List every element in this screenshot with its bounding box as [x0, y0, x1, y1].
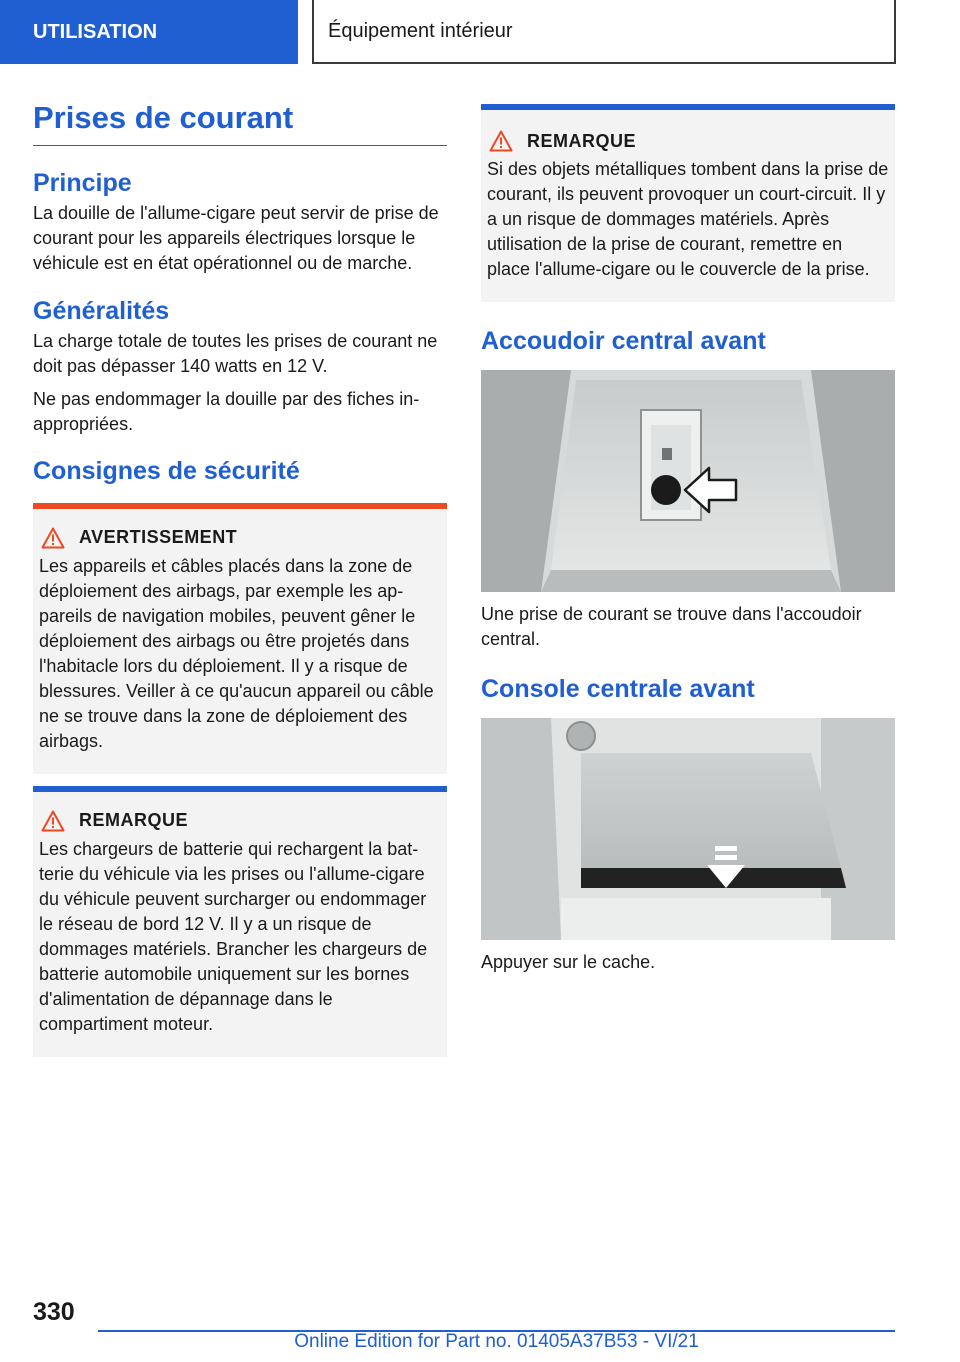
- note-text-right: Si des objets métalliques tombent dans la prise de courant, ils peuvent provoquer un court-circuit. Il y a un risque de dommages matériels. Après utilisation de la prise de courant, remettre en place l'allume-cigare ou le couvercle de la prise.: [487, 159, 889, 279]
- generalites-text-2: Ne pas endommager la douille par des fiches inappropriées.: [33, 388, 420, 434]
- console-caption: Appuyer sur le cache.: [481, 952, 656, 972]
- console-heading: Console centrale avant: [481, 675, 755, 703]
- note-triangle-icon: [41, 810, 65, 832]
- generalites-heading: Généralités: [33, 296, 170, 325]
- note-triangle-icon: [489, 130, 513, 152]
- accoudoir-heading: Accoudoir central avant: [481, 327, 766, 355]
- principe-heading: Principe: [33, 168, 132, 197]
- note-box-right: [481, 104, 895, 302]
- page-title: Prises de courant: [33, 100, 447, 146]
- page-number: 330: [33, 1298, 75, 1326]
- consignes-heading: Consignes de sécurité: [33, 456, 300, 485]
- warning-label: AVERTISSEMENT: [79, 527, 238, 548]
- left-column: [33, 100, 447, 1057]
- principe-text: La douille de l'allume-cigare peut servir de prise de courant pour les appareils électriques lorsque le véhicule est en état opérationnel ou de marche.: [33, 202, 439, 273]
- armrest-socket-photo: [481, 370, 895, 592]
- note-text-left: Les chargeurs de batterie qui rechargent la batterie du véhicule via les prises ou l'allume-cigare du véhicule peuvent surcharger ou endommager le réseau de bord 12 V. Il y a un risque de dommages matériels. Brancher les chargeurs de batterie automobile uniquement sur les bornes d'alimentation de dépannage dans le compartiment moteur.: [39, 838, 428, 1034]
- warning-box: [33, 503, 447, 774]
- note-label-right: REMARQUE: [527, 130, 637, 151]
- header-section-label: UTILISATION: [0, 0, 298, 64]
- footer-edition-text: Online Edition for Part no. 01405A37B53 - VI/21: [294, 1331, 699, 1352]
- note-box-left: [33, 786, 447, 1057]
- note-label-left: REMARQUE: [79, 810, 189, 831]
- header-chapter-label: Équipement intérieur: [312, 0, 896, 64]
- right-column: [481, 104, 895, 975]
- console-cover-photo: [481, 718, 895, 940]
- accoudoir-caption: Une prise de courant se trouve dans l'accoudoir central.: [481, 604, 862, 649]
- generalites-text-1: La charge totale de toutes les prises de courant ne doit pas dépasser 140 watts en 12 V.: [33, 330, 438, 376]
- warning-triangle-icon: [41, 527, 65, 549]
- warning-text: Les appareils et câbles placés dans la zone de déploiement des airbags, par exemple les appareils de navigation mobiles, peuvent gêner le déploiement des airbags ou être projetés dans l'habitacle lors du déploiement. Il y a risque de blessures. Veiller à ce qu'aucun appareil ou câble ne se trouve dans la zone de déploiement des airbags.: [39, 555, 434, 751]
